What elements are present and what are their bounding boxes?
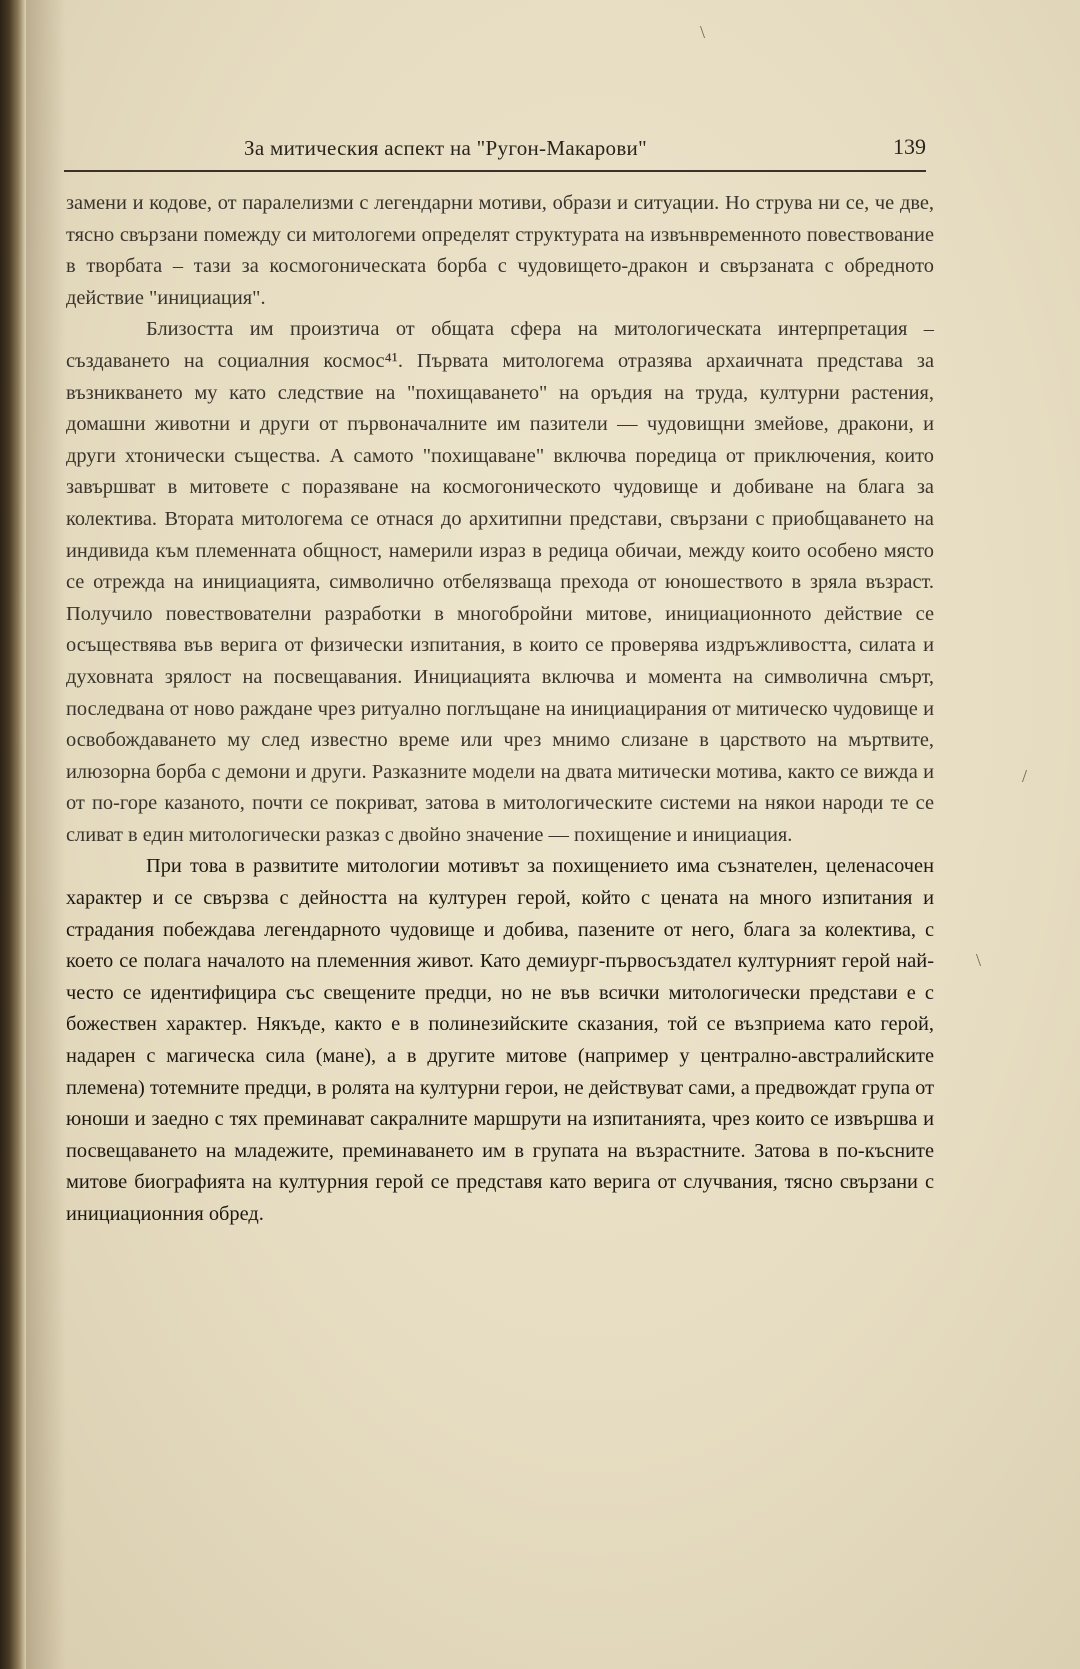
- page-header: [64, 136, 926, 170]
- page-number: 139: [893, 134, 926, 159]
- book-spine: [0, 0, 26, 1669]
- paragraph-3: При това в развитите митологии мотивът за похищението има съзнателен, целенасочен характер и се свързва с дейността на културен герой, който с цената на много изпитания и страдания побеждава легендарното чудовище и добива, пазените от него, блага за колектива, с което се полага началото на племенния живот. Като демиург-първосъздател културният герой най-често се идентифицира със свещените предци, но не във всички митологически представи е с божествен характер. Някъде, както е в полинезийските сказания, той се възприема като герой, надарен с магическа сила (мане), а в другите митове (например у централно-австралийските племена) тотемните предци, в ролята на културни герои, не действуват сами, а предвождат група от юноши и заедно с тях преминават сакралните маршрути на изпитанията, чрез които се извършва и посвещаването на младежите, преминаването им в групата на възрастните. Затова в по-късните митове биографията на културния герой се представя като верига от случвания, тясно свързани с инициационния обред.: [66, 855, 934, 1225]
- paragraph-1: замени и кодове, от паралелизми с легендарни мотиви, образи и ситуации. Но струва ни се, че две, тясно свързани помежду си митологеми определят структурата на извънвременното повествование в творбата – тази за космогоническата борба с чудовището-дракон и свързаната с обредното действие "инициация".: [66, 192, 934, 309]
- paragraph-2: Близостта им произтича от общата сфера на митологическата интерпретация – създаването на социалния космос⁴¹. Първата митологема отразява архаичната представа за възникването му като следствие на "похищаването" на оръдия на труда, културни растения, домашни животни и други от първоначалните им пазители — чудовищни змейове, дракони, и други хтонически същества. А самото "похищаване" включва поредица от приключения, които завършват в митовете с поразяване на космогоническото чудовище и добиване на блага за колектива. Втората митологема се отнася до архитипни представи, свързани с приобщаването на индивида към племенната общност, намерили израз в редица обичаи, между които особено място се отрежда на инициацията, символично отбелязваща прехода от юношеството в зряла възраст. Получило повествователни разработки в многобройни митове, инициационното действие се осъществява във верига от физически изпитания, в които се проверява издръжливостта, силата и духовната зрялост на посвещавания. Инициацията включва и момента на символична смърт, последвана от ново раждане чрез ритуално поглъщане на инициацирания от митическо чудовище и освобождаването му след известно време или чрез мнимо слизане в царството на мъртвите, илюзорна борба с демони и други. Разказните модели на двата митически мотива, както се вижда и от по-горе казаното, почти се покриват, затова в митологическите системи на някои народи те се сливат в един митологически разказ с двойно значение — похищение и инициация.: [66, 318, 934, 846]
- spine-shadow: [26, 0, 66, 1669]
- margin-check-mark: \: [976, 950, 982, 970]
- top-pencil-mark: \: [700, 22, 706, 42]
- body-text: [66, 188, 934, 1231]
- margin-tick-mark: /: [1022, 766, 1028, 786]
- running-head: За митическия аспект на "Ругон-Макарови": [244, 136, 647, 160]
- header-rule: [64, 170, 926, 172]
